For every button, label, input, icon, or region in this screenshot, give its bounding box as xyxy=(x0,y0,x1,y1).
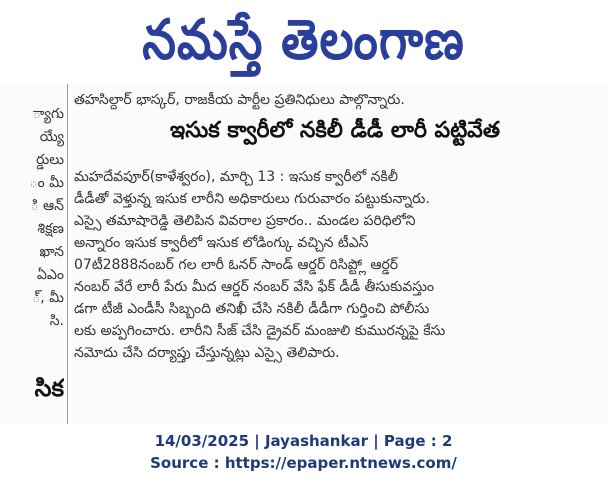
adjacent-column xyxy=(0,84,64,424)
column-fragment: ం మీ xyxy=(29,175,64,191)
edition-info: 14/03/2025 | Jayashankar | Page : 2 xyxy=(154,432,453,450)
column-fragment: ఖాన xyxy=(39,244,64,260)
body-line: నంబర్ వేరే లారీ పేరు మీద ఆర్డర్ నంబర్ వేసి ఫేక్ డీడీ తీసుకువస్తుం xyxy=(74,279,435,295)
article-headline: ఇసుక క్వారీలో నకిలీ డీడీ లారీ పట్టివేత xyxy=(170,118,500,143)
column-fragment: ర్డులు xyxy=(36,152,64,168)
previous-article-line: తహసిల్దార్ భాస్కర్, రాజకీయ పార్టీల ప్రతినిధులు పాల్గొన్నారు. xyxy=(74,92,405,108)
column-divider xyxy=(67,84,68,424)
body-line: డగా టీజీ ఎండీసీ సిబ్బంది తనిఖీ చేసి నకిలీ డీడీగా గుర్తించి పోలీసు xyxy=(74,301,430,317)
newspaper-clipping xyxy=(0,84,607,424)
column-fragment: సి. xyxy=(49,313,64,329)
body-line: మహదేవపూర్(కాళేశ్వరం), మార్చి 13 : ఇసుక క్వారీలో నకిలీ xyxy=(74,169,398,185)
source-link[interactable]: Source : https://epaper.ntnews.com/ xyxy=(150,454,457,472)
body-line: నమోదు చేసి దర్యాప్తు చేస్తున్నట్లు ఎస్సై తెలిపారు. xyxy=(74,345,340,361)
column-fragment: ి ఆన్ xyxy=(30,198,64,214)
body-line: డీడీతో వెళ్తున్న ఇసుక లారీని అధికారులు గురువారం పట్టుకున్నారు. xyxy=(74,191,430,207)
adjacent-headline: సిక xyxy=(34,374,64,402)
newspaper-logo: నమస్తే తెలంగాణ xyxy=(142,7,465,73)
footer xyxy=(0,430,607,474)
column-fragment: ్, మీ xyxy=(32,290,64,306)
column-fragment: శిక్షణ xyxy=(37,221,64,237)
article-body xyxy=(74,166,598,364)
body-line: 07టీ2888నంబర్ గల లారీ ఓనర్ సాండ్ ఆర్డర్ రిసిప్ట్లో ఆర్డర్ xyxy=(74,257,399,273)
column-fragment: ్యాగు xyxy=(32,106,64,122)
body-line: లకు అప్పగించారు. లారీని సీజ్ చేసి డ్రైవర్ మంజులి కుమురన్నపై కేసు xyxy=(74,323,446,339)
body-line: ఎస్సై తమాషారెడ్డి తెలిపిన వివరాల ప్రకారం.. మండల పరిధిలోని xyxy=(74,213,416,229)
column-fragment: య్యే xyxy=(39,129,64,145)
masthead xyxy=(0,0,607,80)
column-fragment: ఏఎం xyxy=(36,267,64,283)
body-line: అన్నారం ఇసుక క్వారీలో ఇసుక లోడింగ్కు వచ్చిన టీఎస్ xyxy=(74,235,369,251)
